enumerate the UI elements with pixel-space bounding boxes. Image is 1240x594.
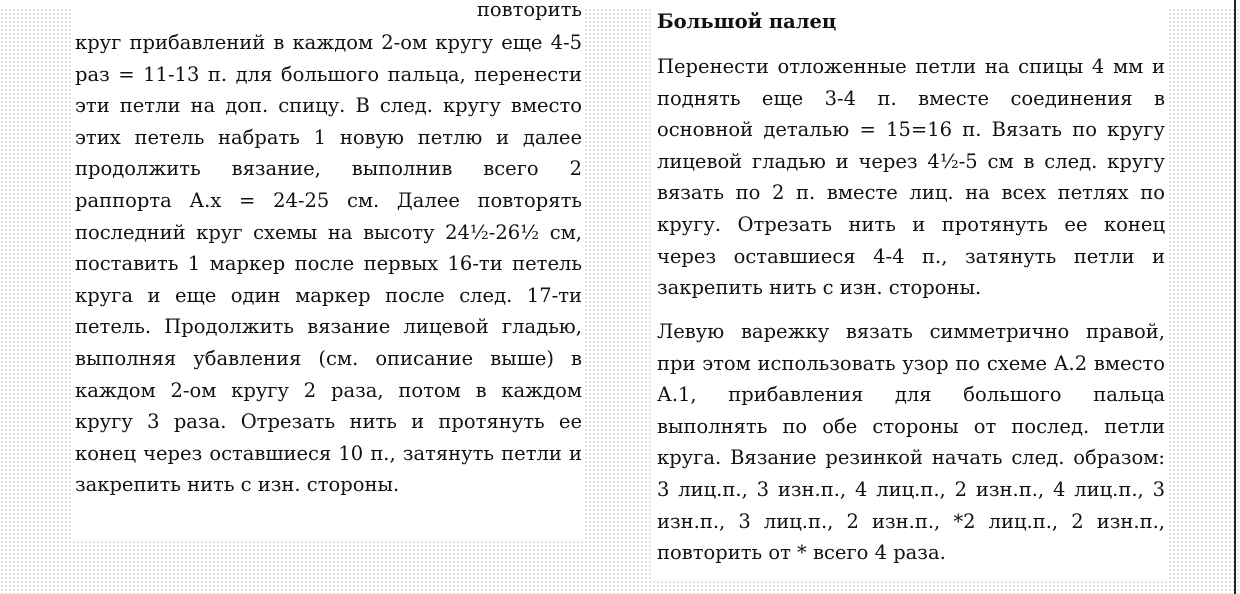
right-text-column: [652, 0, 1168, 580]
thumb-instructions-paragraph: Перенести отложенные петли на спицы 4 мм и поднять еще 3-4 п. вместе соединения в основной деталью = 15=16 п. Вязать по кругу лицевой гладью и через 4½-5 см в след. кругу вязать по 2 п. вместе лиц. на всех петлях по кругу. Отрезать нить и протянуть ее конец через оставшиеся 4-4 п., затянуть петли и закрепить нить с изн. стороны.: [657, 55, 1165, 300]
right-edge-border: [1234, 0, 1236, 594]
left-paragraph: круг прибавлений в каждом 2-ом кругу еще 4-5 раз = 11-13 п. для большого пальца, перенести эти петли на доп. спицу. В след. кругу вместо этих петель набрать 1 новую петлю и далее продолжить вязание, выполнив всего 2 раппорта А.х = 24-25 см. Далее повторять последний круг схемы на высоту 24½-26½ см, поставить 1 маркер после первых 16-ти петель круга и еще один маркер после след. 17-ти петель. Продолжить вязание лицевой гладью, выполняя убавления (см. описание выше) в каждом 2-ом кругу 2 раза, потом в каждом кругу 3 раза. Отрезать нить и протянуть ее конец через оставшиеся 10 п., затянуть петли и закрепить нить с изн. стороны.: [75, 31, 582, 497]
left-text-column: [72, 0, 584, 540]
left-mitten-instructions-paragraph: Левую варежку вязать симметрично правой, при этом использовать узор по схеме А.2 вместо А.1, прибавления для большого пальца выполнять по обе стороны от послед. петли круга. Вязание резинкой начать след. образом: 3 лиц.п., 3 изн.п., 4 лиц.п., 2 изн.п., 4 лиц.п., 3 изн.п., 3 лиц.п., 2 изн.п., *2 лиц.п., 2 изн.п., повторить от * всего 4 раза.: [657, 320, 1165, 565]
section-heading-thumb: Большой палец: [657, 10, 837, 33]
previous-line-fragment: повторить: [476, 0, 582, 21]
